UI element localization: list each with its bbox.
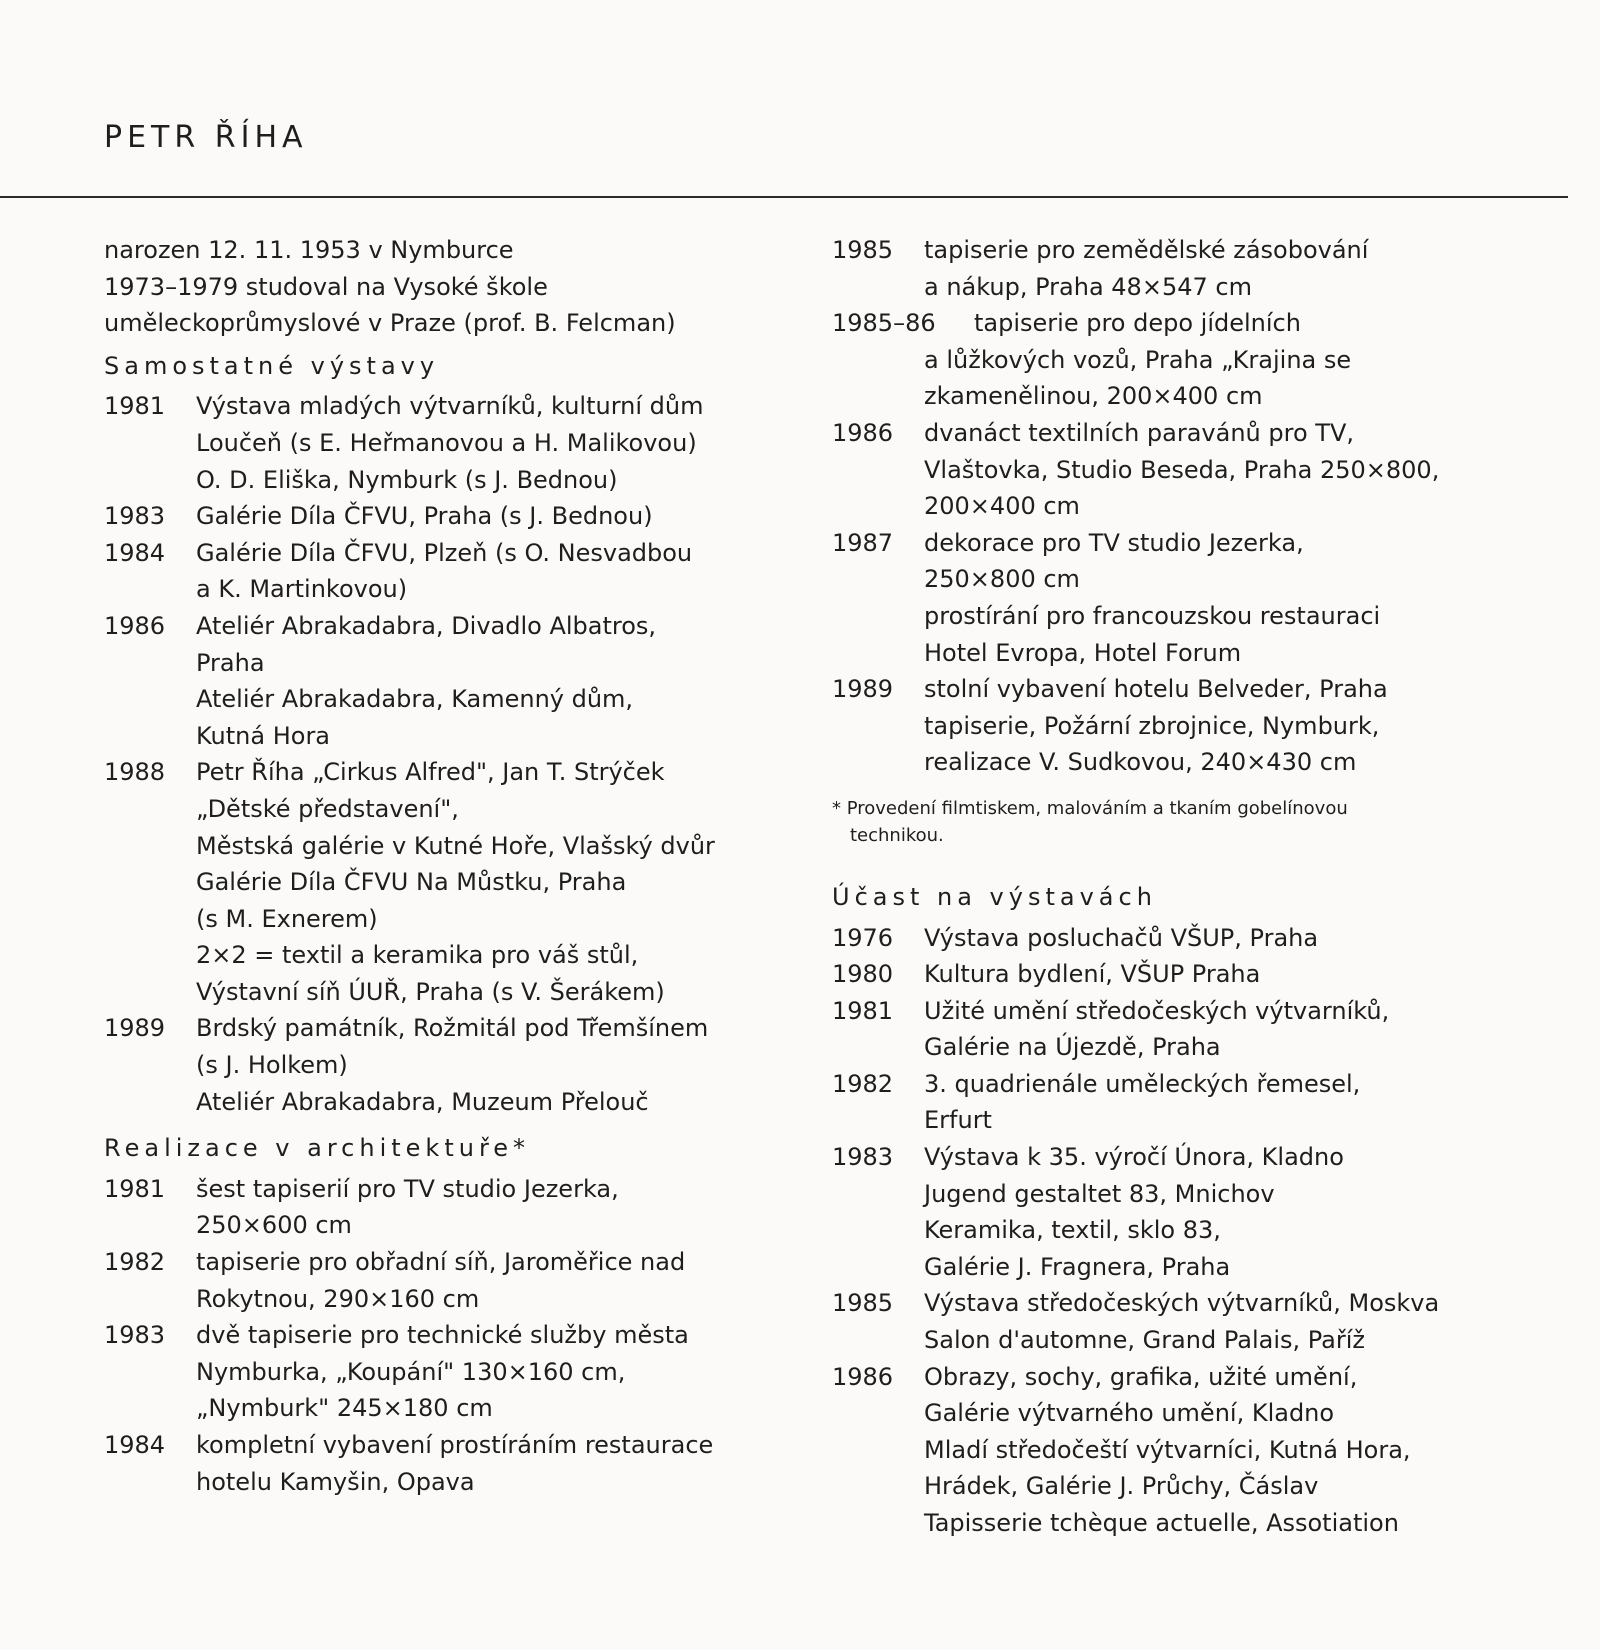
entry-lines [924,1066,1360,1139]
entry-line: Ateliér Abrakadabra, Muzeum Přelouč [196,1087,649,1116]
entry [832,956,1512,993]
entry-lines [924,671,1388,781]
entry-line: Galérie Díla ČFVU, Praha (s J. Bednou) [196,502,653,531]
entry-year: 1982 [832,1069,894,1098]
entry-line: Praha [196,648,265,677]
entry [104,498,764,535]
entry-year: 1989 [832,675,894,704]
entry-line: a K. Martinkovou) [196,575,408,604]
entry-line: Městská galérie v Kutné Hoře, Vlašský dvůr [196,831,715,860]
entry-line: Výstava středočeských výtvarníků, Moskva [924,1289,1440,1318]
bio [104,232,764,342]
entry-year [832,342,924,415]
entry-lines [974,305,1301,342]
entry-lines [924,1359,1411,1542]
entry-line: Galérie Díla ČFVU Na Můstku, Praha [196,868,627,897]
entry-line: „Nymburk" 245×180 cm [196,1394,493,1423]
entry-year: 1986 [832,1362,894,1391]
bio-line: 1973–1979 studoval na Vysoké škole [104,272,548,301]
entry-line: 250×800 cm [924,565,1080,594]
page-title: PETR ŘÍHA [104,120,308,155]
entry-line: realizace V. Sudkovou, 240×430 cm [924,748,1357,777]
entry-year: 1988 [104,758,166,787]
entry-line: Vlaštovka, Studio Beseda, Praha 250×800, [924,455,1440,484]
entry-line: šest tapiserií pro TV studio Jezerka, [196,1174,619,1203]
entry [104,1010,764,1120]
architecture-list [104,1171,764,1500]
entry-line: dekorace pro TV studio Jezerka, [924,528,1304,557]
entry-line: Brdský památník, Rožmitál pod Třemšínem [196,1014,709,1043]
entry [832,1066,1512,1139]
entry-line: tapiserie pro obřadní síň, Jaroměřice nad [196,1248,686,1277]
entry [832,1359,1512,1542]
footnote-line: technikou. [850,824,944,846]
entry-year: 1986 [832,418,894,447]
entry-line: kompletní vybavení prostíráním restaurace [196,1431,714,1459]
entry-year: 1987 [832,528,894,557]
entry-line: zkamenělinou, 200×400 cm [924,382,1263,411]
entry-line: Jugend gestaltet 83, Mnichov [924,1179,1275,1208]
entry-lines [924,920,1318,957]
entry-lines [924,956,1260,993]
solo-exhibitions-list [104,388,764,1120]
entry-line: Tapisserie tchèque actuelle, Assotiation [924,1509,1399,1537]
entry-line: dvanáct textilních paravánů pro TV, [924,418,1354,447]
entry-year: 1984 [104,538,166,567]
entry-year: 1985 [832,1289,894,1318]
entry-line: hotelu Kamyšin, Opava [196,1467,475,1496]
entry-year: 1983 [832,1143,894,1172]
entry-line: Výstavní síň ÚUŘ, Praha (s V. Šerákem) [196,977,665,1006]
entry-line: Výstava mladých výtvarníků, kulturní dům [196,392,704,421]
entry-line: a lůžkových vozů, Praha „Krajina se [924,345,1352,374]
entry [832,342,1512,415]
entry-lines [196,754,715,1010]
entry-line: prostírání pro francouzskou restauraci [924,601,1381,630]
entry-line: Ateliér Abrakadabra, Kamenný dům, [196,685,634,714]
entry-line: stolní vybavení hotelu Belveder, Praha [924,675,1388,704]
entry-year: 1981 [832,996,894,1025]
entry-year: 1981 [104,1174,166,1203]
entry-line: „Dětské představení", [196,794,459,823]
right-column [832,232,1512,1542]
entry-lines [196,1244,685,1317]
entry-year: 1980 [832,960,894,989]
entry-year: 1985–86 [832,309,936,338]
entry-lines [196,498,653,535]
entry [104,754,764,1010]
entry-line: Kultura bydlení, VŠUP Praha [924,960,1261,989]
entry-lines [924,232,1368,305]
entry-line: Užité umění středočeských výtvarníků, [924,996,1390,1025]
entry-year: 1983 [104,1321,166,1350]
entry-line: Výstava posluchačů VŠUP, Praha [924,923,1319,952]
entry-line: Hotel Evropa, Hotel Forum [924,638,1242,667]
entry [832,415,1512,525]
entry-line: Ateliér Abrakadabra, Divadlo Albatros, [196,611,657,640]
entry-line: Kutná Hora [196,721,331,750]
entry-line: tapiserie pro depo jídelních [974,309,1301,338]
entry-line: 2×2 = textil a keramika pro váš stůl, [196,941,639,970]
bio-line: uměleckoprůmyslové v Praze (prof. B. Felcman) [104,309,676,338]
entry [832,525,1512,671]
entry-lines [196,1010,708,1120]
entry-line: O. D. Eliška, Nymburk (s J. Bednou) [196,465,618,494]
entry [104,608,764,754]
entry [104,1317,764,1427]
entry-line: Galérie výtvarného umění, Kladno [924,1399,1335,1428]
entry-line: (s J. Holkem) [196,1051,348,1080]
entry-lines [924,993,1389,1066]
entry-year: 1986 [104,611,166,640]
entry-lines [196,608,656,754]
entry [832,1139,1512,1285]
entry-line: 200×400 cm [924,492,1080,521]
entry [104,1244,764,1317]
entry-lines [196,388,703,498]
group-exhibitions-list [832,920,1512,1542]
entry-lines [196,1427,713,1500]
entry-year: 1985 [832,236,894,264]
entry [832,920,1512,957]
entry-line: tapiserie, Požární zbrojnice, Nymburk, [924,711,1380,740]
entry-lines [924,1285,1439,1358]
footnote-line: * Provedení filmtiskem, malováním a tkaním gobelínovou [832,797,1348,819]
entry [832,305,1512,342]
entry-line: Hrádek, Galérie J. Průchy, Čáslav [924,1472,1319,1501]
entry-line: Salon d'automne, Grand Palais, Paříž [924,1326,1365,1355]
architecture-list-continued [832,232,1512,781]
entry-year: 1976 [832,923,894,952]
entry [832,671,1512,781]
entry-line: Erfurt [924,1106,992,1135]
entry-year: 1989 [104,1014,166,1043]
entry [104,388,764,498]
entry [832,993,1512,1066]
entry [104,1427,764,1500]
entry [832,232,1512,305]
entry-lines [196,1317,689,1427]
entry [104,535,764,608]
entry-line: 3. quadrienále uměleckých řemesel, [924,1069,1361,1098]
entry [104,1171,764,1244]
entry-year: 1982 [104,1248,166,1277]
entry-lines [196,535,692,608]
bio-line: narozen 12. 11. 1953 v Nymburce [104,236,514,264]
group-exhibitions-heading: Účast na výstavách [832,882,1157,911]
entry-line: Petr Říha „Cirkus Alfred", Jan T. Strýček [196,758,665,787]
entry-line: Výstava k 35. výročí Února, Kladno [924,1143,1344,1172]
solo-exhibitions-heading: Samostatné výstavy [104,351,440,380]
left-column [104,232,764,1500]
entry-lines [924,342,1351,415]
entry-year: 1981 [104,392,166,421]
entry-line: (s M. Exnerem) [196,904,378,933]
footnote [832,795,1512,849]
entry-line: Galérie J. Fragnera, Praha [924,1252,1231,1281]
entry-line: Rokytnou, 290×160 cm [196,1284,480,1313]
header-divider [0,196,1568,198]
entry-line: Loučeň (s E. Heřmanovou a H. Malikovou) [196,428,697,457]
entry-line: tapiserie pro zemědělské zásobování [924,236,1369,264]
entry-line: Mladí středočeští výtvarníci, Kutná Hora, [924,1435,1411,1464]
entry-year: 1983 [104,502,166,531]
architecture-heading: Realizace v architektuře* [104,1134,531,1163]
entry-lines [196,1171,619,1244]
entry-lines [924,1139,1344,1285]
entry-line: 250×600 cm [196,1211,352,1240]
entry-year: 1984 [104,1431,166,1459]
entry-line: Nymburka, „Koupání" 130×160 cm, [196,1357,626,1386]
entry-line: Galérie na Újezdě, Praha [924,1033,1221,1062]
entry [832,1285,1512,1358]
entry-line: a nákup, Praha 48×547 cm [924,272,1252,301]
entry-line: Keramika, textil, sklo 83, [924,1216,1221,1245]
entry-line: Galérie Díla ČFVU, Plzeň (s O. Nesvadbou [196,538,693,567]
entry-lines [924,415,1439,525]
entry-lines [924,525,1380,671]
entry-line: dvě tapiserie pro technické služby města [196,1321,689,1350]
entry-line: Obrazy, sochy, grafika, užité umění, [924,1362,1358,1391]
